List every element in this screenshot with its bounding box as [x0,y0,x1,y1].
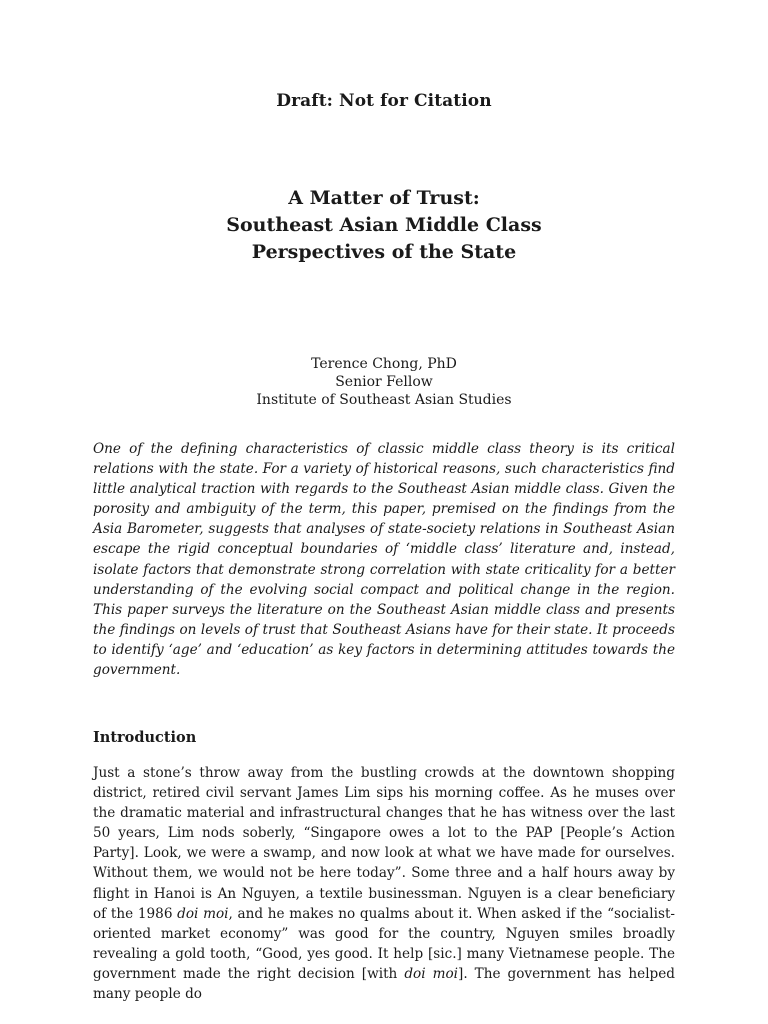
draft-notice: Draft: Not for Citation [276,91,492,111]
intro-text-3: ]. The government has helped many people do [93,965,675,1003]
title-line-1: A Matter of Trust: [288,187,480,209]
title-line-3: Perspectives of the State [251,241,517,263]
abstract: One of the defining characteristics of classic middle class theory is its critical relations with the state. For a variety of historical reasons, such characteristics find little analytical traction with regards to the Southeast Asian middle class. Given the porosity and ambiguity of the term, this paper, premised on the findings from the Asia Barometer, suggests that analyses of state-society relations in Southeast Asian escape the rigid conceptual boundaries of ‘middle class’ literature and, instead, isolate factors that demonstrate strong correlation with state criticality for a better understanding of the evolving social compact and political change in the region. This paper surveys the literature on the Southeast Asian middle class and presents the findings on levels of trust that Southeast Asians have for their state. It proceeds to identify ‘age’ and ‘education’ as key factors in determining attitudes towards the government. [93,441,675,679]
intro-italic-1: doi moi [177,905,229,922]
paper-title [0,185,768,266]
title-line-2: Southeast Asian Middle Class [226,214,542,236]
author-block [0,355,768,409]
introduction-paragraph [93,763,675,1004]
author-institution: Institute of Southeast Asian Studies [256,392,512,408]
author-name: Terence Chong, PhD [311,356,457,372]
intro-text-2: , and he makes no qualms about it. When asked if the “socialist-oriented market economy” was good for the country, Nguyen smiles broadly revealing a gold tooth, “Good, yes good. It help [sic.] many Vietnamese people. The government made the right decision [with [93,905,675,982]
intro-text-1: Just a stone’s throw away from the bustling crowds at the downtown shopping district, retired civil servant James Lim sips his morning coffee. As he muses over the dramatic material and infrastructural changes that he has witness over the last 50 years, Lim nods soberly, “Singapore owes a lot to the PAP [People’s Action Party]. Look, we were a swamp, and now look at what we have made for ourselves. Without them, we would not be here today”. Some three and a half hours away by flight in Hanoi is An Nguyen, a textile businessman. Nguyen is a clear beneficiary of the 1986 [93,765,675,922]
section-heading: Introduction [93,729,197,746]
intro-italic-2: doi moi [404,965,459,982]
author-position: Senior Fellow [335,374,433,390]
